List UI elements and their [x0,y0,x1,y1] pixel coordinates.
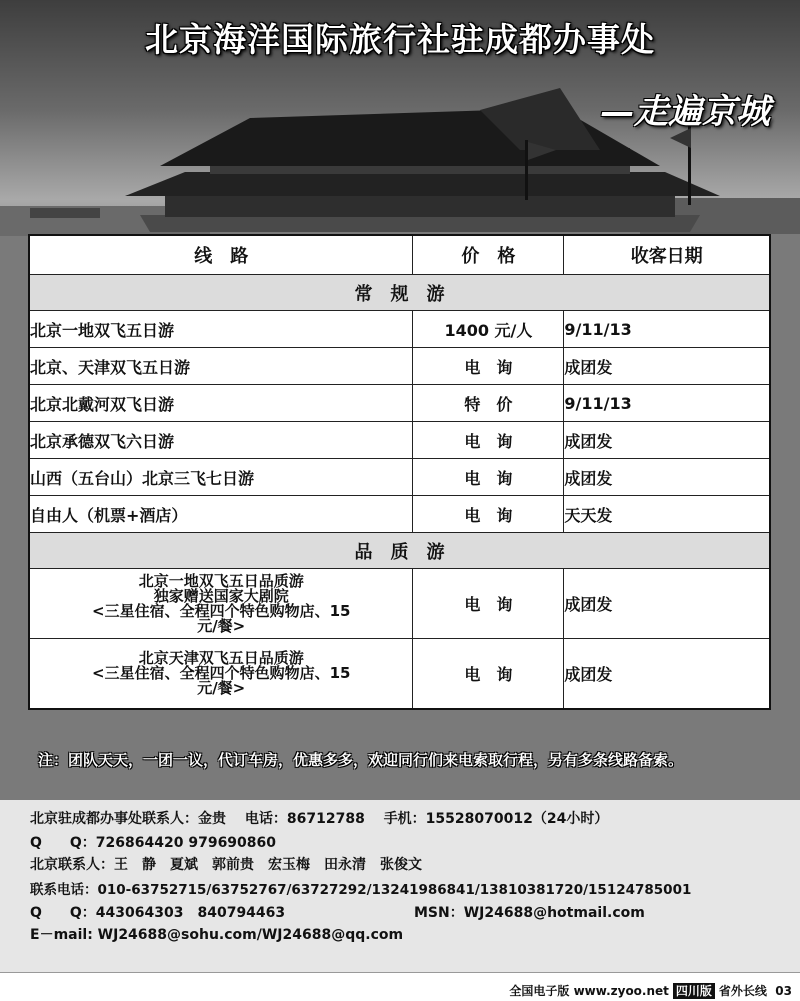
date-cell: 9/11/13 [564,311,770,348]
footer-page-number: 03 [775,984,792,998]
header-date: 收客日期 [564,235,770,275]
slogan: —走遍京城 [600,92,770,132]
beijing-contact-label: 北京联系人： [30,857,114,873]
date-cell: 9/11/13 [564,385,770,422]
table-row [29,569,770,639]
header-route: 线 路 [29,235,413,275]
date-cell: 成团发 [564,639,770,710]
date-cell: 成团发 [564,459,770,496]
table-header-row [29,235,770,275]
price-cell: 电 询 [413,348,564,385]
gate-terrace [140,215,700,232]
route-line: 北京一地双飞五日品质游 [138,571,304,590]
footer-section: 省外长线 [718,984,767,998]
office-contact: 北京驻成都办事处联系人：金贵 [30,811,226,827]
date-cell: 成团发 [564,422,770,459]
price-cell: 1400 元/人 [413,311,564,348]
route-line: <三星住宿、全程四个特色购物店、15 [92,664,351,682]
route-cell: 北京承德双飞六日游 [29,422,413,459]
header-price: 价 格 [413,235,564,275]
footer-site: 全国电子版 www.zyoo.net [509,984,669,998]
flag-pole [525,140,528,200]
price-cell: 电 询 [413,496,564,533]
office-mobile: 手机：15528070012（24小时） [383,811,609,827]
page-title: 北京海洋国际旅行社驻成都办事处 [145,20,655,59]
date-cell: 天天发 [564,496,770,533]
route-price-table [28,234,771,710]
section-quality [29,533,770,569]
table-row [29,496,770,533]
table-row [29,459,770,496]
contact-line-qq: Q Q：726864420 979690860 [30,835,277,851]
contact-line-phones: 联系电话：010-63752715/63752767/63727292/13241986841/13810381720/15124785001 [30,882,692,898]
price-cell: 电 询 [413,639,564,710]
page-footer [0,972,800,1001]
price-cell: 电 询 [413,569,564,639]
footer-text [509,982,792,999]
date-cell: 成团发 [564,569,770,639]
route-line: 元/餐> [197,616,246,635]
contact-line-email: E－mail: WJ24688@sohu.com/WJ24688@qq.com [30,927,404,943]
table-row [29,639,770,710]
note-text: 注：团队天天，一团一议，代订车房，优惠多多，欢迎同行们来电索取行程，另有多条线路备索。 [38,751,684,769]
msn-address: MSN：WJ24688@hotmail.com [414,905,645,921]
contact-line-qq-msn [30,902,770,922]
price-cell: 电 询 [413,459,564,496]
footer-edition: 四川版 [673,983,715,999]
table-row [29,422,770,459]
contact-section [0,800,800,972]
route-cell: 山西（五台山）北京三飞七日游 [29,459,413,496]
lower-roof [125,172,720,196]
route-line: 独家赠送国家大剧院 [153,586,289,605]
route-cell: 北京北戴河双飞日游 [29,385,413,422]
left-flags [30,208,100,218]
section-regular-label: 常 规 游 [29,275,770,311]
route-cell: 北京一地双飞五日游 [29,311,413,348]
section-quality-label: 品 质 游 [29,533,770,569]
section-regular [29,275,770,311]
contact-line-beijing [30,854,436,874]
beijing-contact-names: 王 静 夏斌 郭前贵 宏玉梅 田永清 张俊文 [114,857,422,873]
office-phone: 电话：86712788 [244,811,365,827]
table-row [29,311,770,348]
route-line: <三星住宿、全程四个特色购物店、15 [92,601,351,620]
price-cell: 电 询 [413,422,564,459]
table-row [29,385,770,422]
table-row [29,348,770,385]
beijing-qq: Q Q：443064303 840794463 [30,905,286,921]
route-cell: 北京、天津双飞五日游 [29,348,413,385]
date-cell: 成团发 [564,348,770,385]
route-line: 元/餐> [197,679,246,697]
route-line: 北京天津双飞五日品质游 [138,649,304,667]
route-cell [29,639,413,710]
route-cell [29,569,413,639]
route-cell: 自由人（机票+酒店） [29,496,413,533]
contact-line-office [30,808,622,828]
price-cell: 特 价 [413,385,564,422]
